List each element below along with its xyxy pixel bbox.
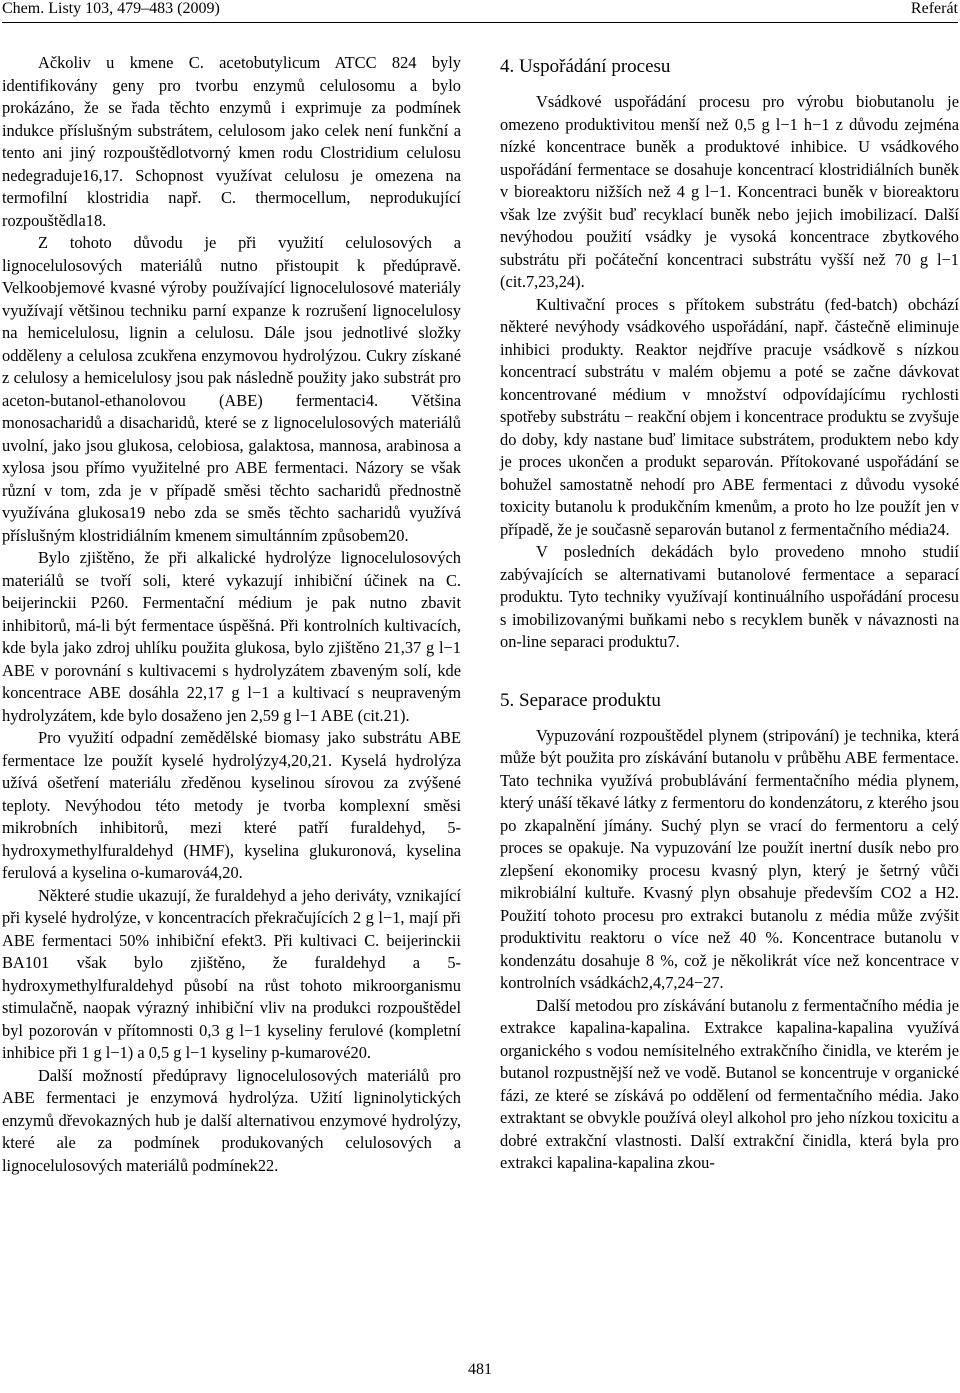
article-category: Referát: [910, 0, 958, 17]
running-header: [2, 0, 958, 22]
paragraph: Další možností předúpravy lignocelulosových materiálů pro ABE fermentaci je enzymová hydrolýza. Užití ligninolytických enzymů dřevokazných hub je další alternativou enzymové hydrolýzy, které ale za podmínek produkovaných celulosových a lignocelulosových materiálů podmínek22.: [2, 1065, 461, 1175]
left-column: [2, 52, 461, 1177]
section-heading-5: 5. Separace produktu: [500, 689, 661, 711]
page-number: 481: [468, 1361, 492, 1378]
header-rule: [2, 22, 958, 23]
paragraph: Ačkoliv u kmene C. acetobutylicum ATCC 824 byly identifikovány geny pro tvorbu enzymů celulosomu a bylo prokázáno, že se řada těchto enzymů i exprimuje za podmínek indukce příslušným substrátem, celulosom jako celek není funkční a tento ani jiný rozpouštědlotvorný kmen rodu Clostridium celulosu nedegraduje16,17. Schopnost využívat celulosu je omezena na termofilní klostridia např. C. thermocellum, neprodukující rozpouštědla18.: [2, 53, 461, 230]
journal-citation: Chem. Listy 103, 479–483 (2009): [2, 0, 220, 17]
paragraph: Pro využití odpadní zemědělské biomasy jako substrátu ABE fermentace lze použít kyselé hydrolýzy4,20,21. Kyselá hydrolýza užívá ošetření materiálu zředěnou kyselinou sírovou za zvýšené teploty. Nevýhodou této metody je tvorba komplexní směsi mikrobních inhibitorů, mezi které patří furaldehyd, 5-hydroxymethylfuraldehyd (HMF), kyselina glukuronová, kyselina ferulová a kyselina o-kumarová4,20.: [2, 728, 461, 882]
right-column: [500, 52, 959, 1175]
paragraph: V posledních dekádách bylo provedeno mnoho studií zabývajících se alternativami butanolové fermentace a separací produktu. Tyto techniky využívají kontinuálního uspořádání procesu s imobilizovanými buňkami nebo s recyklem buněk v návaznosti na on-line separaci produktu7.: [500, 542, 959, 651]
paragraph: Další metodou pro získávání butanolu z fermentačního média je extrakce kapalina-kapalina. Extrakce kapalina-kapalina využívá organického s vodou nemísitelného extrakčního činidla, ve kterém je butanol rozpustnější než ve vodě. Butanol se koncentruje v organické fázi, ze které se získává po oddělení od fermentačního média. Jako extraktant se obvykle používá oleyl alkohol pro jeho nízkou toxicitu a dobré extrakční vlastnosti. Další extrakční činidla, která byla pro extrakci kapalina-kapalina zkou-: [500, 995, 959, 1172]
section-heading-4: 4. Uspořádání procesu: [500, 56, 671, 77]
paragraph: Vsádkové uspořádání procesu pro výrobu biobutanolu je omezeno produktivitou menší než 0,5 g l−1 h−1 z důvodu zejména nízké koncentrace buněk a produktové inhibice. U vsádkového uspořádání fermentace se dosahuje koncentrací klostridiálních buněk v bioreaktoru nižších než 4 g l−1. Koncentraci buněk v bioreaktoru však lze zvýšit buď recyklací buněk nebo jejich imobilizací. Další nevýhodou použití vsádky je vysoká koncentrace zbytkového substrátu při počáteční koncentraci substrátu vyšší než 70 g l−1 (cit.7,23,24).: [500, 92, 959, 291]
paragraph: Některé studie ukazují, že furaldehyd a jeho deriváty, vznikající při kyselé hydrolýze, v koncentracích překračujících 2 g l−1, mají při ABE fermentaci 50% inhibiční efekt3. Při kultivaci C. beijerinckii BA101 však bylo zjištěno, že furaldehyd a 5-hydroxymethylfuraldehyd působí na růst tohoto mikroorganismu stimulačně, naopak výrazný inhibiční vliv na produkci rozpouštědel byl pozorován v přítomnosti 0,3 g l−1 kyseliny ferulové (kompletní inhibice při 1 g l−1) a 0,5 g l−1 kyseliny p-kumarové20.: [2, 885, 461, 1062]
paragraph: Z tohoto důvodu je při využití celulosových a lignocelulosových materiálů nutno přistoupit k předúpravě. Velkoobjemové kvasné výroby používající lignocelulosové materiály využívají většinou techniku parní expanze k rozrušení lignocelulosy na hemicelulosu, lignin a celulosu. Dále jsou jednotlivé složky odděleny a celulosa zcukřena enzymovou hydrolýzou. Cukry získané z celulosy a hemicelulosy jsou pak následně použity jako substrát pro aceton-butanol-ethanolovou (ABE) fermentaci4. Většina monosacharidů a disacharidů, které se z lignocelulosových materiálů uvolní, jako jsou glukosa, celobiosa, galaktosa, mannosa, arabinosa a xylosa jsou přímo využitelné pro ABE fermentaci. Názory se však různí v tom, zda je v případě směsi těchto sacharidů přednostně využívána glukosa19 nebo zda se směs těchto sacharidů využívá příslušným klostridiálním kmenem simultánním způsobem20.: [2, 233, 461, 545]
paragraph: Vypuzování rozpouštědel plynem (stripování) je technika, která může být použita pro získávání butanolu v průběhu ABE fermentace. Tato technika využívá probublávání fermentačního média plynem, který unáší těkavé látky z fermentoru do kondenzátoru, z kterého jsou po zkapalnění jímány. Suchý plyn se vrací do fermentoru a celý proces se opakuje. Na vypuzování lze použít inertní dusík nebo pro zlepšení ekonomiky procesu kvasný plyn, který je šetrný vůči mikrobiální kultuře. Kvasný plyn obsahuje především CO2 a H2. Použití tohoto procesu pro extrakci butanolu z média může zvýšit produktivitu reaktoru o více než 40 %. Koncentrace butanolu v kondenzátu dosahuje 8 %, což je několikrát více než koncentrace v kontrolních vsádkách2,4,7,24−27.: [500, 725, 959, 992]
paragraph: Bylo zjištěno, že při alkalické hydrolýze lignocelulosových materiálů se tvoří soli, které vykazují inhibiční účinek na C. beijerinckii P260. Fermentační médium je pak nutno zbavit inhibitorů, má-li být fermentace úspěšná. Při kontrolních kultivacích, kde byla jako zdroj uhlíku použita glukosa, bylo zjištěno 21,37 g l−1 ABE v porovnání s kultivacemi s hydrolyzátem zbaveným solí, kde koncentrace ABE dosáhla 22,17 g l−1 a kultivací s neupraveným hydrolyzátem, kde bylo dosaženo jen 2,59 g l−1 ABE (cit.21).: [2, 548, 461, 725]
paragraph: Kultivační proces s přítokem substrátu (fed-batch) obchází některé nevýhody vsádkového uspořádání, např. částečně eliminuje inhibici produkty. Reaktor nejdříve pracuje vsádkově s nízkou koncentrací substrátu v malém objemu a poté se začne dávkovat koncentrované médium v množství odpovídajícímu rychlosti spotřeby substrátu − reakční objem i koncentrace produktu se zvyšuje do doby, kdy nastane buď limitace substrátem, produktem nebo kdy je proces ukončen a produkt separován. Přítokované uspořádání se bohužel samostatně nehodí pro ABE fermentaci z důvodu vysoké toxicity butanolu k produkčním kmenům, a proto ho lze použít jen v případě, že je současně separován butanol z fermentačního média24.: [500, 294, 959, 539]
